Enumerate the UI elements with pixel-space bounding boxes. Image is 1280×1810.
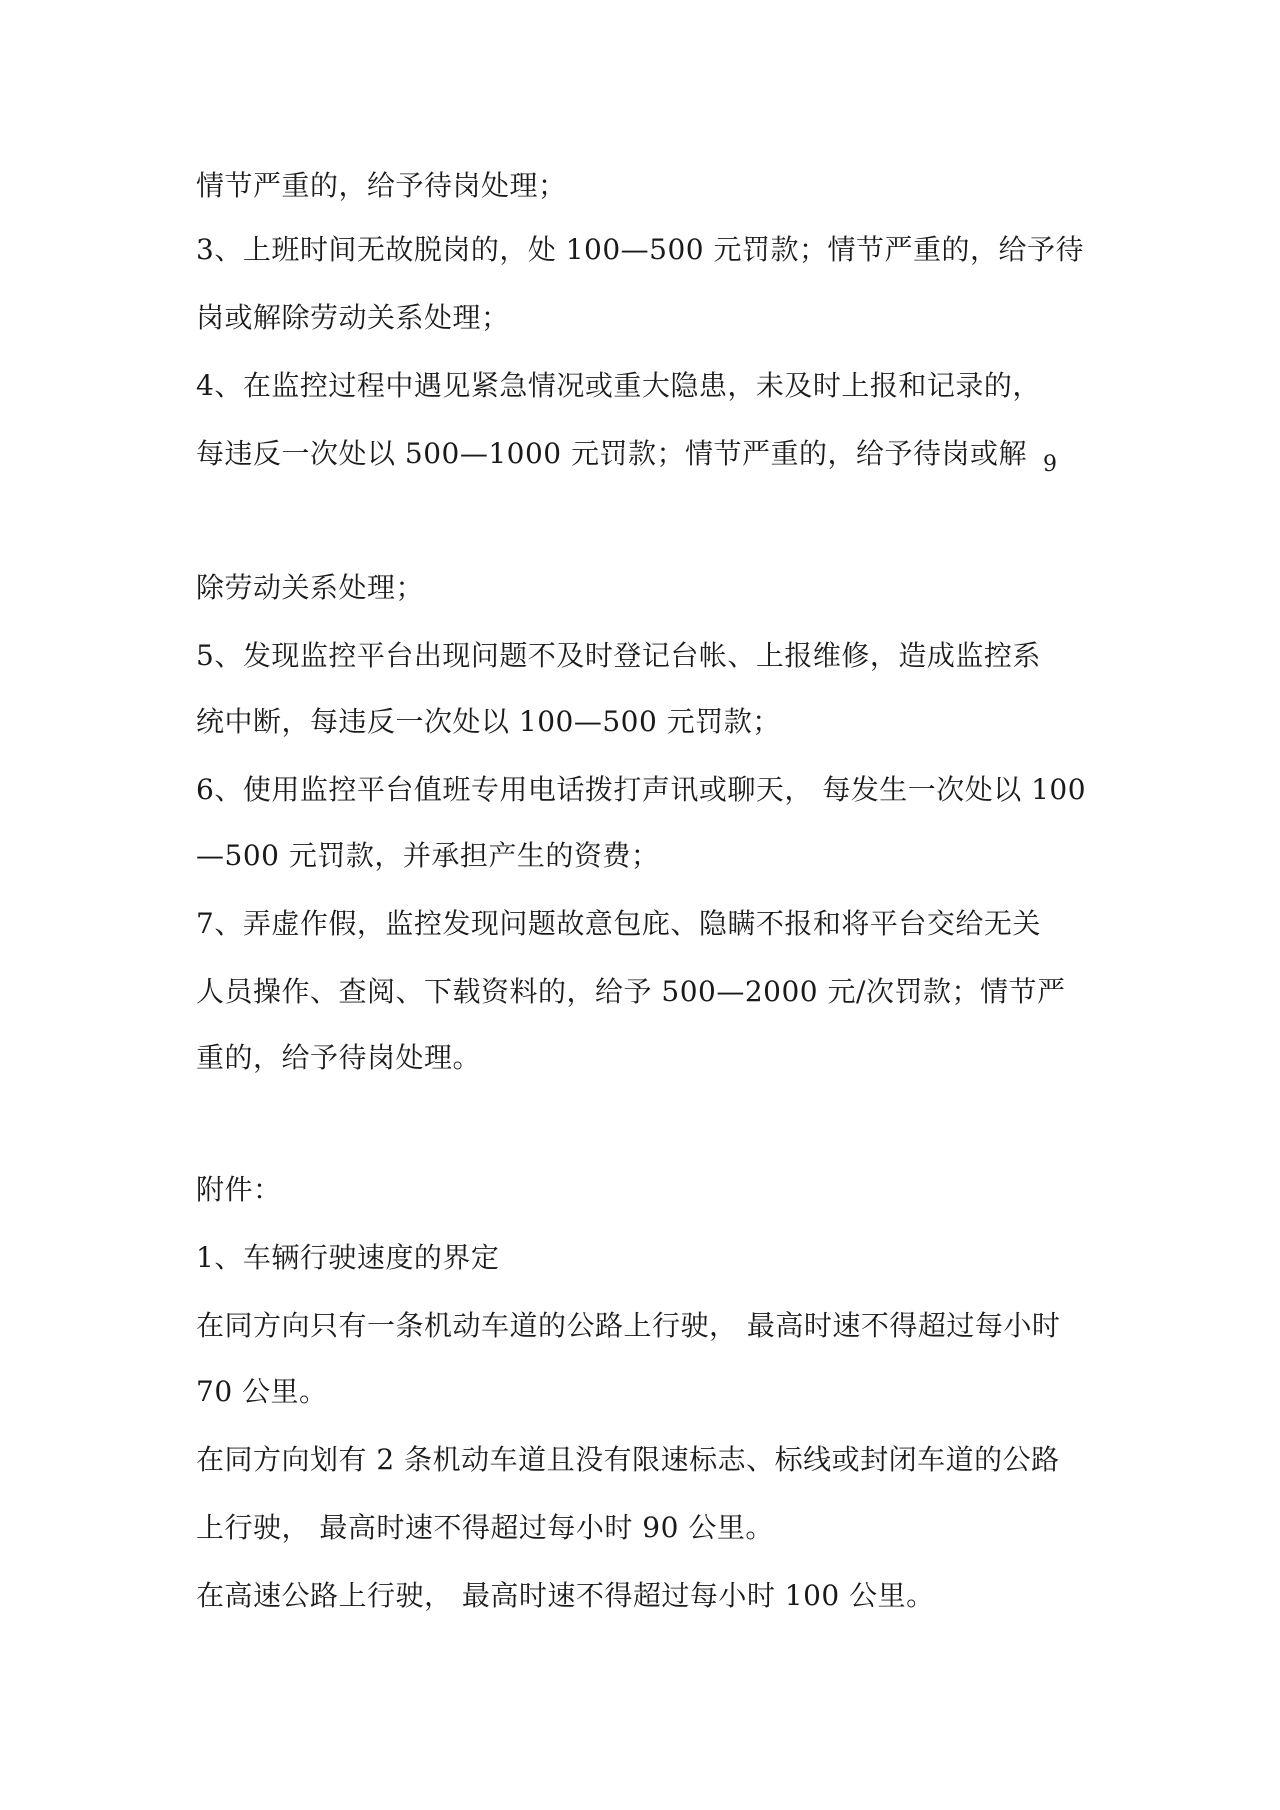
text-line: 重的，给予待岗处理。 xyxy=(196,1041,482,1074)
text-line: 在同方向只有一条机动车道的公路上行驶， 最高时速不得超过每小时 xyxy=(196,1309,1061,1342)
text-line: 6、使用监控平台值班专用电话拨打声讯或聊天， 每发生一次处以 100 xyxy=(196,773,1087,806)
text-line: 在高速公路上行驶， 最高时速不得超过每小时 100 公里。 xyxy=(196,1579,935,1612)
text-line: 岗或解除劳动关系处理； xyxy=(196,301,510,334)
page-number: 9 xyxy=(1043,452,1057,477)
text-line: 7、弄虚作假，监控发现问题故意包庇、隐瞒不报和将平台交给无关 xyxy=(196,907,1041,940)
text-line: 情节严重的，给予待岗处理； xyxy=(196,169,567,202)
text-line: 4、在监控过程中遇见紧急情况或重大隐患，未及时上报和记录的， xyxy=(196,369,1041,402)
text-line: 除劳动关系处理； xyxy=(196,571,425,604)
text-line: 每违反一次处以 500—1000 元罚款；情节严重的，给予待岗或解 xyxy=(196,437,1028,470)
text-line: 人员操作、查阅、下载资料的，给予 500—2000 元/次罚款；情节严 xyxy=(196,975,1066,1008)
text-line: —500 元罚款，并承担产生的资费； xyxy=(196,839,660,872)
text-line: 在同方向划有 2 条机动车道且没有限速标志、标线或封闭车道的公路 xyxy=(196,1443,1060,1476)
text-line: 5、发现监控平台出现问题不及时登记台帐、上报维修，造成监控系 xyxy=(196,639,1041,672)
text-line: 3、上班时间无故脱岗的，处 100—500 元罚款；情节严重的，给予待 xyxy=(196,233,1085,266)
text-line: 70 公里。 xyxy=(196,1375,328,1408)
text-line: 统中断，每违反一次处以 100—500 元罚款； xyxy=(196,705,781,738)
text-line: 上行驶， 最高时速不得超过每小时 90 公里。 xyxy=(196,1511,774,1544)
appendix-heading: 附件： xyxy=(196,1173,282,1206)
appendix-section-title: 1、车辆行驶速度的界定 xyxy=(196,1241,500,1274)
